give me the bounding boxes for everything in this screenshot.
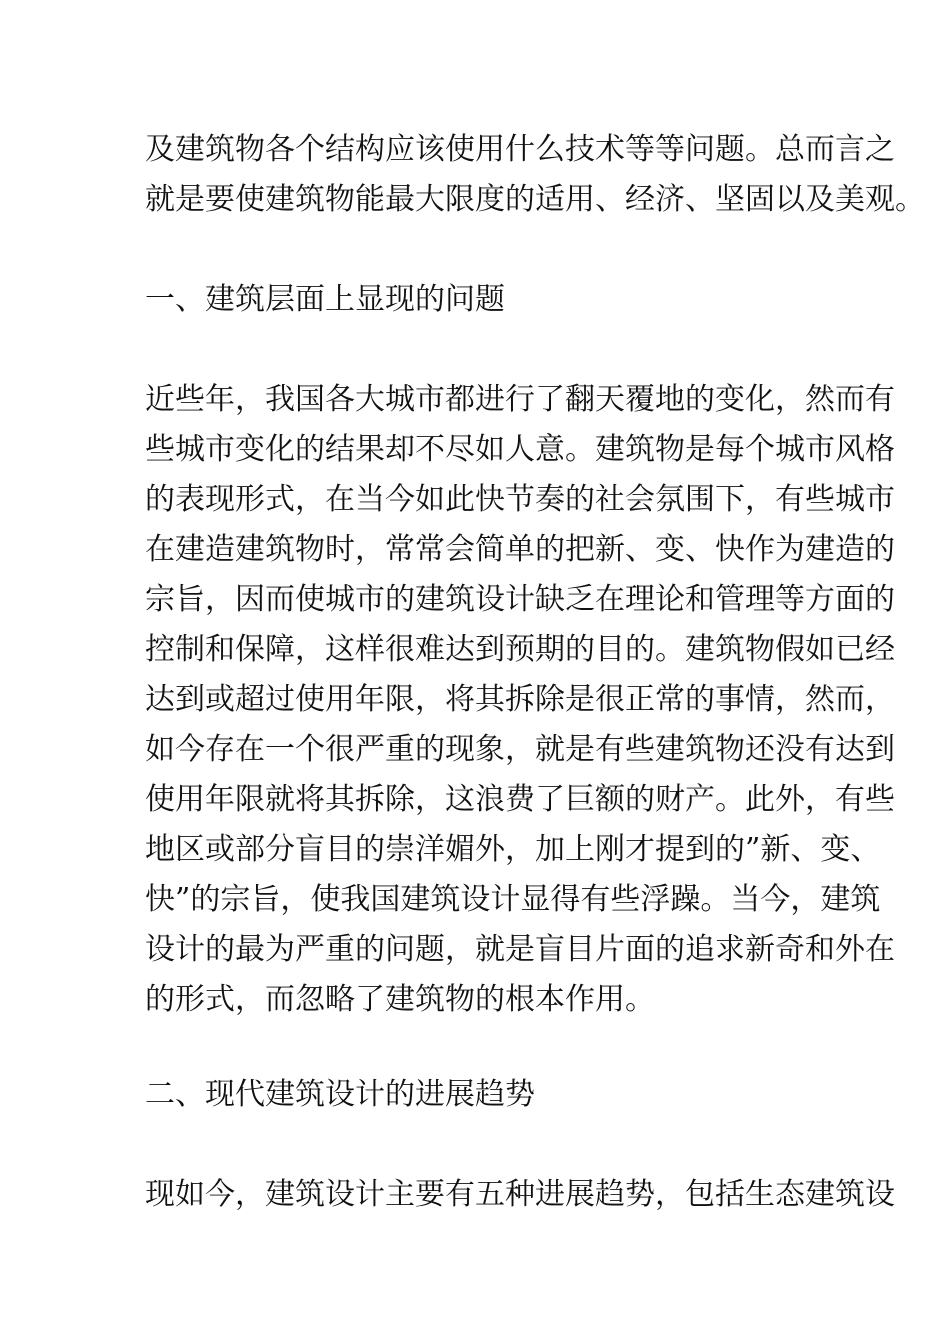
section-heading-2: 二、现代建筑设计的进展趋势 [145,1077,535,1112]
intro-line-1: 及建筑物各个结构应该使用什么技术等等问题。总而言之 [145,132,895,167]
paragraph-1-line-7: 达到或超过使用年限，将其拆除是很正常的事情，然而， [145,682,895,717]
intro-line-2: 就是要使建筑物能最大限度的适用、经济、坚固以及美观。 [145,182,925,217]
paragraph-1-line-12: 设计的最为严重的问题，就是盲目片面的追求新奇和外在 [145,932,895,967]
paragraph-1-line-2: 些城市变化的结果却不尽如人意。建筑物是每个城市风格 [145,432,895,467]
paragraph-2-line-1: 现如今，建筑设计主要有五种进展趋势，包括生态建筑设 [145,1177,895,1212]
section-heading-1: 一、建筑层面上显现的问题 [145,282,505,317]
paragraph-1-line-1: 近些年，我国各大城市都进行了翻天覆地的变化，然而有 [145,382,895,417]
paragraph-1-line-4: 在建造建筑物时，常常会简单的把新、变、快作为建造的 [145,532,895,567]
paragraph-1-line-5: 宗旨，因而使城市的建筑设计缺乏在理论和管理等方面的 [145,582,895,617]
paragraph-1-line-9: 使用年限就将其拆除，这浪费了巨额的财产。此外，有些 [145,782,895,817]
paragraph-1-line-3: 的表现形式，在当今如此快节奏的社会氛围下，有些城市 [145,482,895,517]
paragraph-1-line-11: 快”的宗旨，使我国建筑设计显得有些浮躁。当今，建筑 [145,882,881,917]
paragraph-1-line-8: 如今存在一个很严重的现象，就是有些建筑物还没有达到 [145,732,895,767]
paragraph-1-line-10: 地区或部分盲目的崇洋媚外，加上刚才提到的”新、变、 [145,832,881,867]
paragraph-1-line-6: 控制和保障，这样很难达到预期的目的。建筑物假如已经 [145,632,895,667]
paragraph-1-line-13: 的形式，而忽略了建筑物的根本作用。 [145,982,655,1017]
